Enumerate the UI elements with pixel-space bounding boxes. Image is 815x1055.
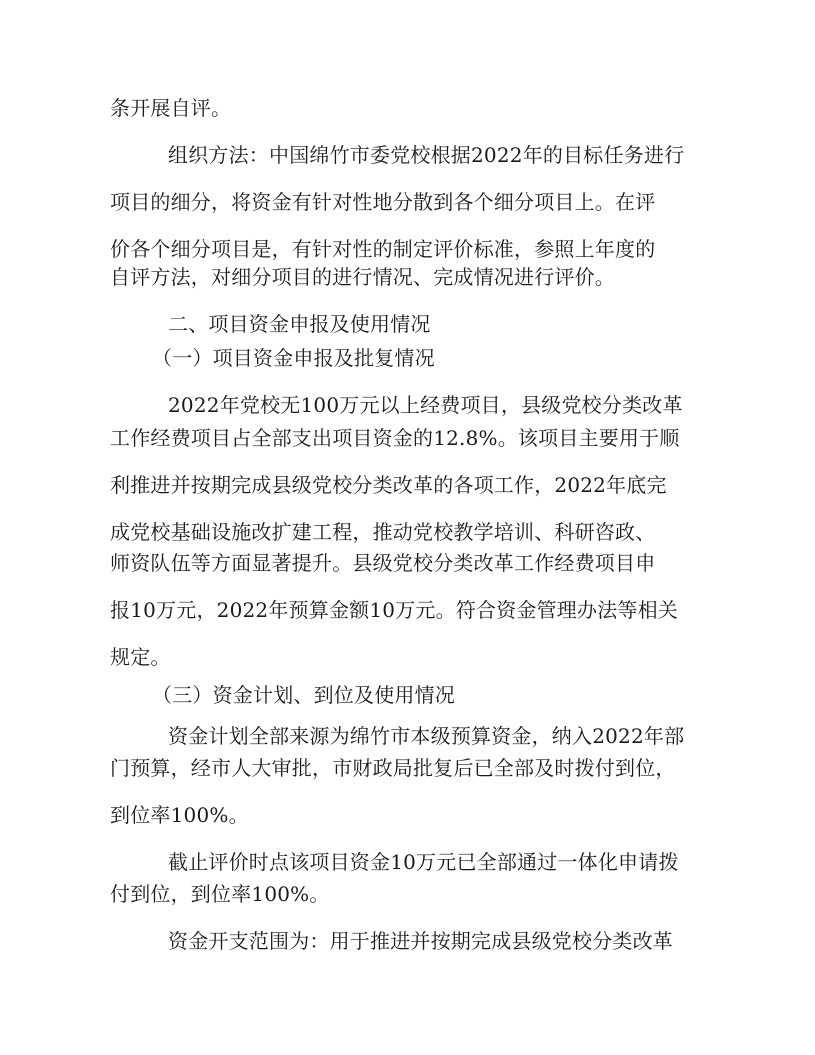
- paragraph-line: 组织方法：中国绵竹市委党校根据2022年的目标任务进行: [168, 143, 685, 167]
- text-line: 利推进并按期完成县级党校分类改革的各项工作，2022年底完: [110, 473, 667, 497]
- text-line: 工作经费项目占全部支出项目资金的12.8%。该项目主要用于顺: [110, 426, 680, 450]
- text-line: 条开展自评。: [110, 96, 232, 120]
- text-line: 报10万元，2022年预算金额10万元。符合资金管理办法等相关: [110, 598, 678, 622]
- paragraph-line: 资金开支范围为：用于推进并按期完成县级党校分类改革: [168, 929, 673, 953]
- text-line: 付到位，到位率100%。: [110, 882, 330, 906]
- text-line: 门预算，经市人大审批，市财政局批复后已全部及时拨付到位，: [110, 756, 676, 780]
- text-line: 自评方法，对细分项目的进行情况、完成情况进行评价。: [110, 265, 615, 289]
- text-line: 到位率100%。: [110, 803, 249, 827]
- paragraph-line: 截止评价时点该项目资金10万元已全部通过一体化申请拨: [168, 850, 679, 874]
- text-line: 成党校基础设施改扩建工程，推动党校教学培训、科研咨政、: [110, 520, 656, 544]
- section-heading: 二、项目资金申报及使用情况: [168, 312, 431, 336]
- text-line: 师资队伍等方面显著提升。县级党校分类改革工作经费项目申: [110, 551, 656, 575]
- paragraph-line: 2022年党校无100万元以上经费项目，县级党校分类改革: [168, 393, 683, 417]
- text-line: 项目的细分，将资金有针对性地分散到各个细分项目上。在评: [110, 190, 656, 214]
- subsection-heading: （三）资金计划、到位及使用情况: [152, 683, 455, 707]
- text-line: 价各个细分项目是，有针对性的制定评价标准，参照上年度的: [110, 237, 656, 261]
- text-line: 规定。: [110, 645, 171, 669]
- subsection-heading: （一）项目资金申报及批复情况: [152, 346, 435, 370]
- paragraph-line: 资金计划全部来源为绵竹市本级预算资金，纳入2022年部: [168, 724, 685, 748]
